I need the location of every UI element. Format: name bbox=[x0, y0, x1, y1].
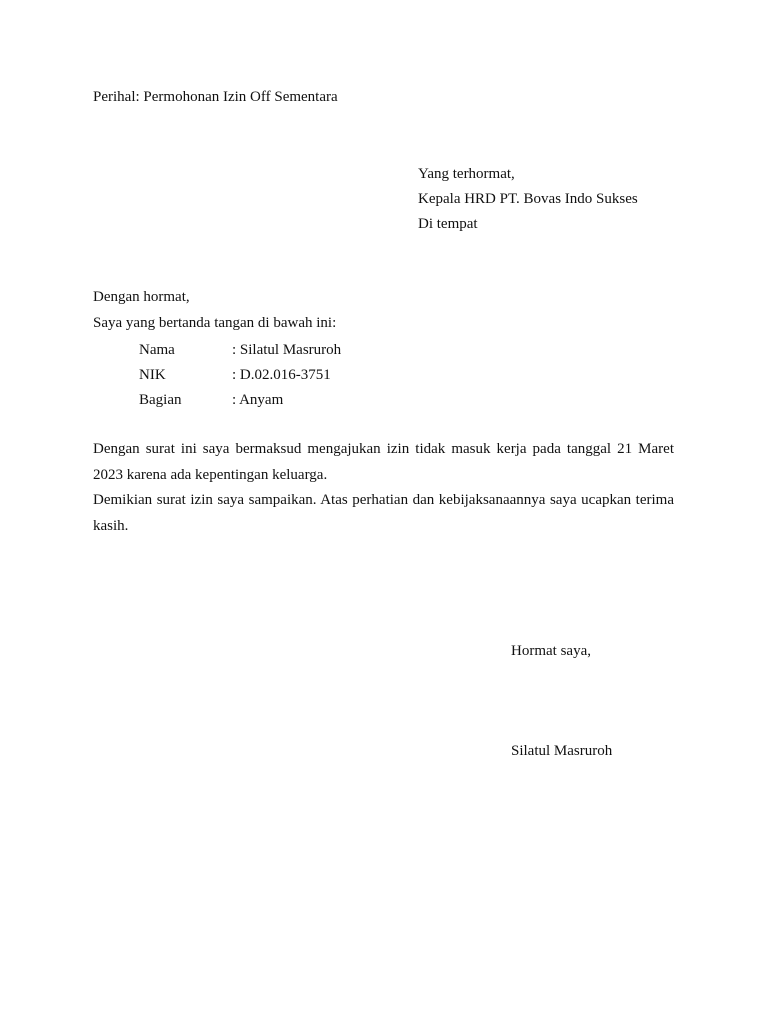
field-label-nama: Nama bbox=[139, 342, 175, 358]
recipient-name: Kepala HRD PT. Bovas Indo Sukses bbox=[418, 191, 638, 207]
field-value-bagian: : Anyam bbox=[232, 392, 284, 408]
body-paragraph-closing: Demikian surat izin saya sampaikan. Atas perhatian dan kebijaksanaannya saya ucapkan terima kasih. bbox=[93, 492, 674, 534]
field-value-nama: : Silatul Masruroh bbox=[232, 342, 342, 358]
recipient-location: Di tempat bbox=[418, 216, 478, 232]
signer-name: Silatul Masruroh bbox=[511, 743, 613, 759]
field-row-nama bbox=[139, 338, 341, 363]
field-row-nik bbox=[139, 363, 341, 388]
identity-fields bbox=[139, 338, 341, 413]
field-label-nik: NIK bbox=[139, 367, 166, 383]
letter-subject: Perihal: Permohonan Izin Off Sementara bbox=[93, 89, 338, 105]
letter-intro: Saya yang bertanda tangan di bawah ini: bbox=[93, 315, 337, 331]
recipient-salutation: Yang terhormat, bbox=[418, 166, 515, 182]
letter-greeting: Dengan hormat, bbox=[93, 289, 190, 305]
recipient-block bbox=[418, 162, 638, 237]
field-value-nik: : D.02.016-3751 bbox=[232, 367, 331, 383]
body-paragraph-request: Dengan surat ini saya bermaksud mengajukan izin tidak masuk kerja pada tanggal 21 Maret 2023 karena ada kepentingan keluarga. bbox=[93, 441, 674, 483]
letter-body bbox=[93, 437, 674, 539]
letter-closing: Hormat saya, bbox=[511, 643, 591, 659]
field-row-bagian bbox=[139, 388, 341, 413]
field-label-bagian: Bagian bbox=[139, 392, 182, 408]
